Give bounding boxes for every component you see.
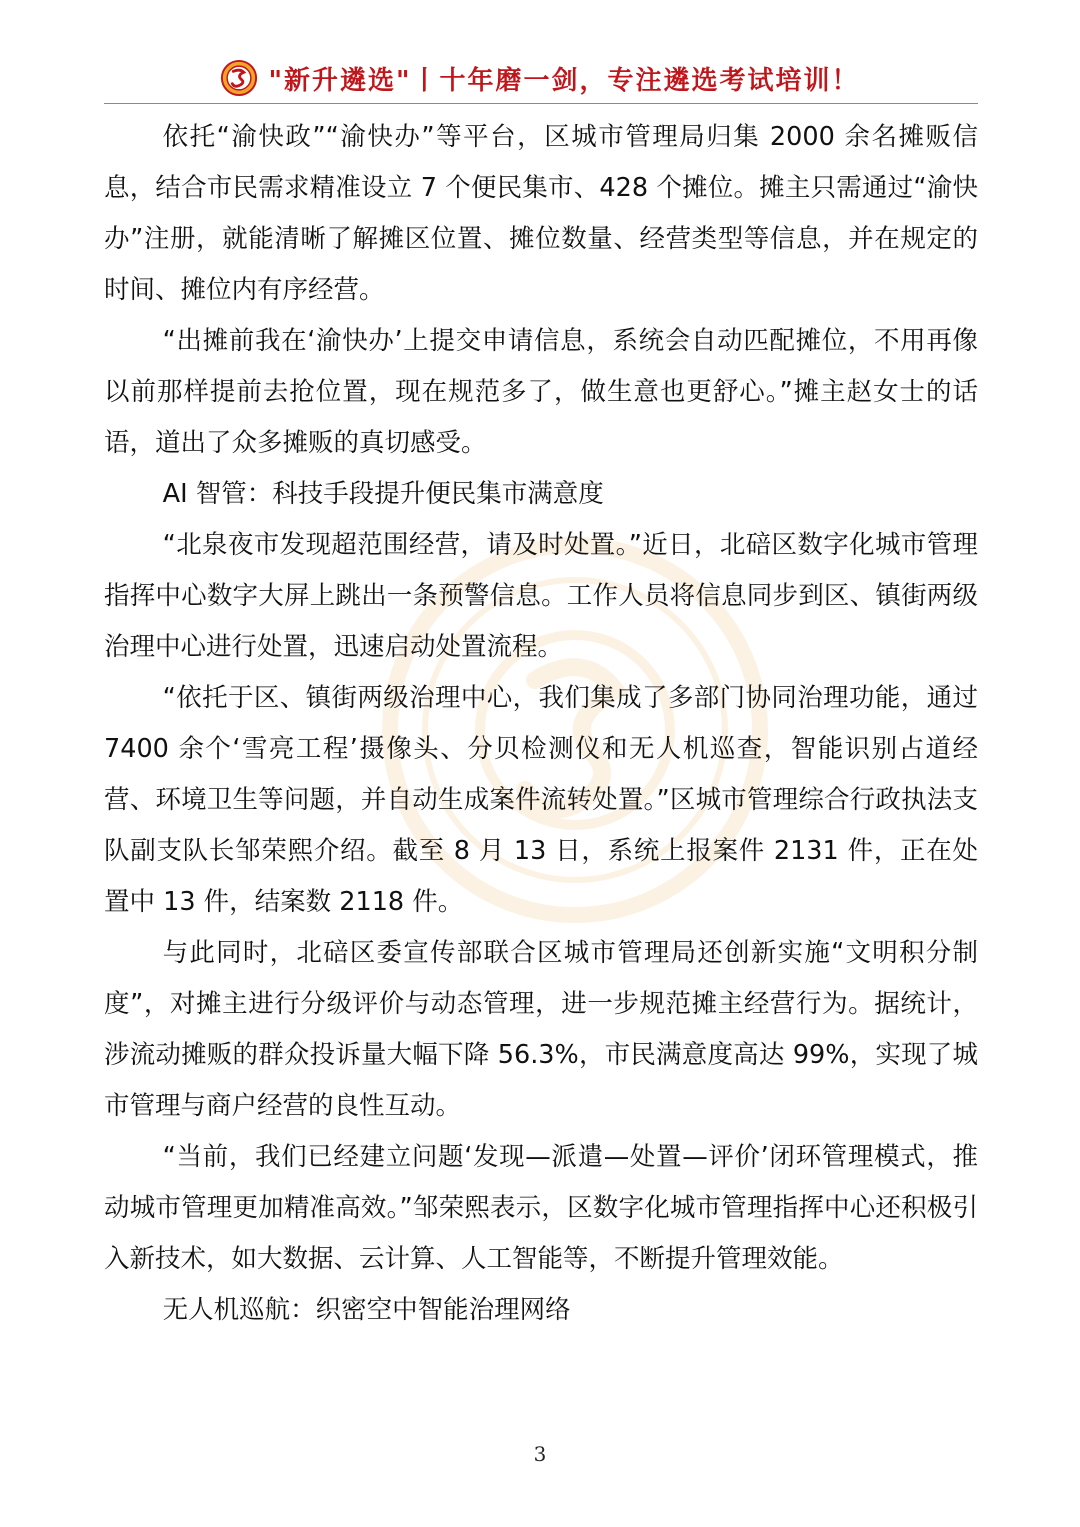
paragraph: “出摊前我在‘渝快办’上提交申请信息，系统会自动匹配摊位，不用再像以前那样提前去抢位置，现在规范多了，做生意也更舒心。”摊主赵女士的话语，道出了众多摊贩的真切感受。 [104, 326, 978, 458]
header-divider [104, 103, 978, 104]
page-number: 3 [533, 1442, 547, 1466]
paragraph: “依托于区、镇街两级治理中心，我们集成了多部门协同治理功能，通过 7400 余个‘雪亮工程’摄像头、分贝检测仪和无人机巡查，智能识别占道经营、环境卫生等问题，并自动生成案件流转处置。”区城市管理综合行政执法支队副支队长邹荣熙介绍。截至 8 月 13 日，系统上报案件 2131 件，正在处置中 13 件，结案数 2118 件。 [104, 683, 978, 917]
xinsheng-logo-icon [220, 59, 258, 97]
header-slogan: "新升遴选"丨十年磨一剑，专注遴选考试培训！ [268, 65, 860, 96]
paragraph: “当前，我们已经建立问题‘发现—派遣—处置—评价’闭环管理模式，推动城市管理更加精准高效。”邹荣熙表示，区数字化城市管理指挥中心还积极引入新技术，如大数据、云计算、人工智能等，不断提升管理效能。 [104, 1142, 978, 1274]
page-header [0, 52, 1080, 104]
paragraph: 依托“渝快政”“渝快办”等平台，区城市管理局归集 2000 余名摊贩信息，结合市民需求精准设立 7 个便民集市、428 个摊位。摊主只需通过“渝快办”注册，就能清晰了解摊区位置、摊位数量、经营类型等信息，并在规定的时间、摊位内有序经营。 [104, 122, 978, 305]
section-heading: AI 智管：科技手段提升便民集市满意度 [162, 479, 604, 509]
section-heading: 无人机巡航：织密空中智能治理网络 [162, 1295, 571, 1325]
paragraph: “北泉夜市发现超范围经营，请及时处置。”近日，北碚区数字化城市管理指挥中心数字大屏上跳出一条预警信息。工作人员将信息同步到区、镇街两级治理中心进行处置，迅速启动处置流程。 [104, 530, 978, 662]
article-body [104, 112, 978, 1336]
paragraph: 与此同时，北碚区委宣传部联合区城市管理局还创新实施“文明积分制度”，对摊主进行分级评价与动态管理，进一步规范摊主经营行为。据统计，涉流动摊贩的群众投诉量大幅下降 56.3%，市民满意度高达 99%，实现了城市管理与商户经营的良性互动。 [104, 938, 978, 1121]
